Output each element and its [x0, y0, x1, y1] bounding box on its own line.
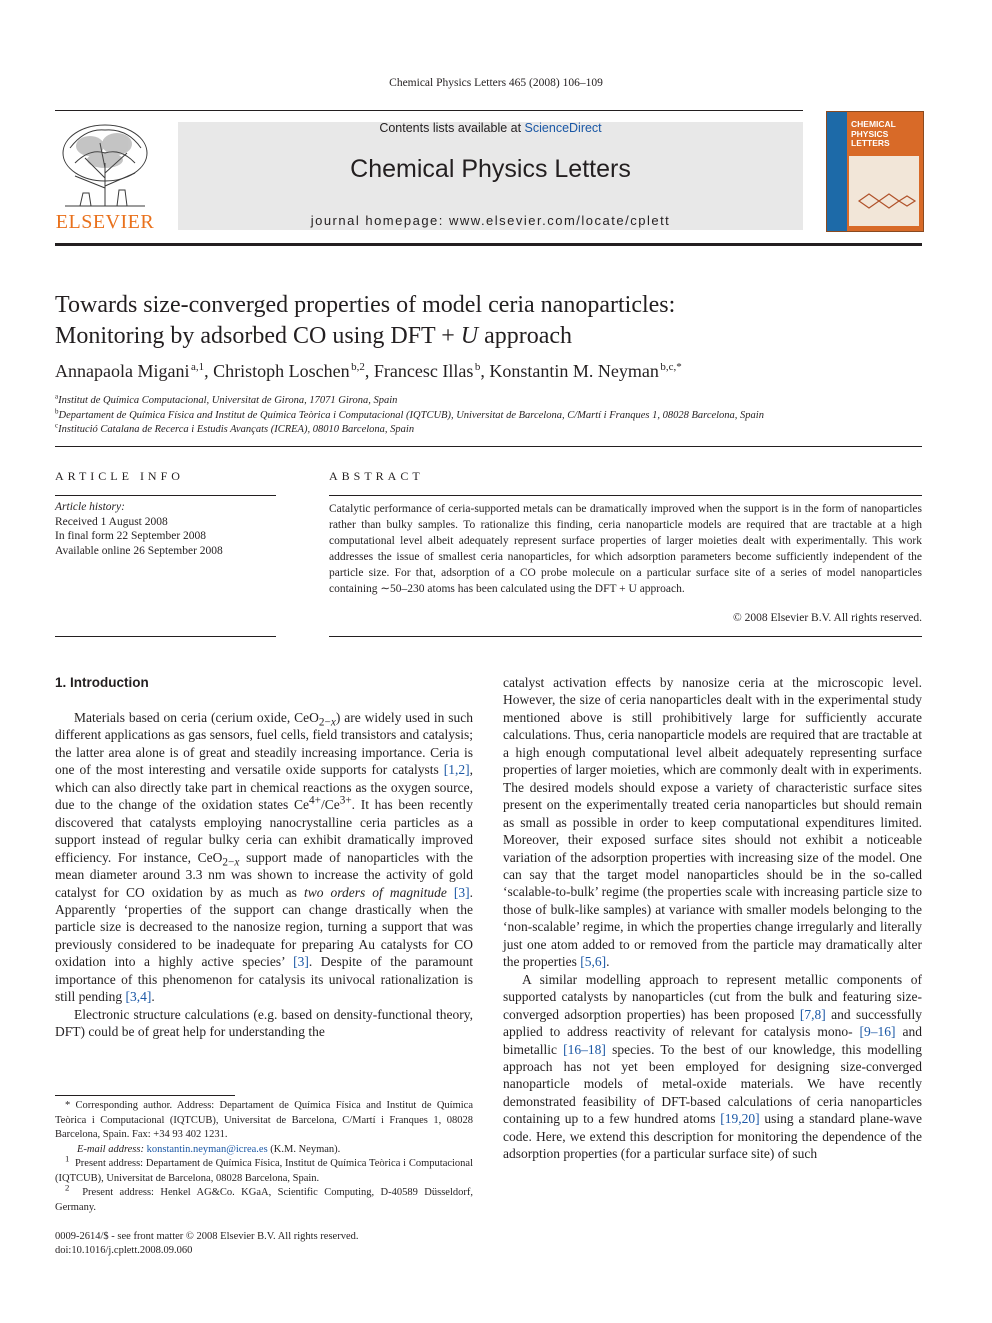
author-affil-mark[interactable]: b	[474, 361, 481, 373]
final-form-date: In final form 22 September 2008	[55, 530, 207, 542]
author-name: Konstantin M. Neyman	[489, 361, 659, 381]
body-paragraph: Electronic structure calculations (e.g. based on density-functional theory, DFT) could be of great help for understanding the	[55, 1006, 473, 1040]
body-right-column	[503, 674, 922, 1163]
citation-link[interactable]: [19,20]	[720, 1111, 760, 1127]
title-line-2: Monitoring by adsorbed CO using DFT + U approach	[55, 323, 573, 349]
front-matter-info	[55, 1230, 473, 1258]
body-left-column	[55, 709, 473, 1041]
article-title	[55, 290, 915, 352]
contents-prefix: Contents lists available at	[379, 121, 525, 135]
online-date: Available online 26 September 2008	[55, 544, 223, 557]
citation-link[interactable]: [16–18]	[563, 1041, 606, 1057]
sciencedirect-link[interactable]: ScienceDirect	[524, 121, 602, 135]
section-heading: 1. Introduction	[55, 675, 149, 690]
author-list: Annapaola Migani $^{a,1}$, Christoph Loschen $^{b,2}$, Francesc Illas $^b$, Konstantin M. Neyman $^{b,c,*}$	[55, 361, 682, 381]
journal-cover-image	[826, 111, 924, 232]
elsevier-wordmark: ELSEVIER	[55, 211, 155, 233]
article-history	[55, 500, 276, 558]
footnote-email: E-mail address: konstantin.neyman@icrea.es (K.M. Neyman).	[77, 1143, 341, 1155]
author-name: Christoph Loschen	[213, 361, 350, 381]
abstract-rule	[329, 636, 922, 637]
body-paragraph: Materials based on ceria (cerium oxide, CeO$_{2-x}$) are widely used in such different applications as gas sensors, fuel cells, field transistors and catalysis; the latter area alone is of great and steadily increasing importance. Ceria is one of the most interesting and versatile oxide supports for catalysts [1,2], which can also directly take part in chemical reactions as the oxygen source, due to the change of the oxidation states $Ce^{4+}/Ce^{3+}$. It has been recently discovered that catalysts employing nanocrystalline ceria particles as a support instead of regular bulky ceria can exhibit dramatically improved efficiency. For instance, CeO$_{2-x}$ support made of nanoparticles with the mean diameter around 3.3 nm was shown to increase the activity of gold catalyst for CO oxidation by as much as two orders of magnitude [3]. Apparently ‘properties of the support can change drastically when the particle size is decreased to the nanosize region, turning a support that was previously considered to be inadequate for preparing Au catalysts for CO oxidation into a highly active species’ [3]. Despite of the paramount importance of this phenomenon for catalysis its univocal rationalization is still pending [3,4].	[55, 710, 474, 1005]
doi-line[interactable]: doi:10.1016/j.cplett.2008.09.060	[55, 1245, 193, 1256]
article-info-rule	[55, 636, 276, 637]
journal-reference: Chemical Physics Letters 465 (2008) 106–109	[389, 77, 603, 89]
citation-link[interactable]: [3]	[453, 884, 470, 900]
footnotes	[55, 1099, 473, 1215]
section-divider	[55, 446, 922, 447]
citation-link[interactable]: [9–16]	[859, 1024, 896, 1040]
header-bottom-rule	[55, 243, 922, 246]
cover-title: CHEMICAL PHYSICS LETTERS	[851, 119, 896, 148]
author-affil-mark[interactable]: b,c,*	[660, 361, 682, 373]
abstract-heading: ABSTRACT	[329, 469, 424, 483]
footnote-2: $^2$ Present address: Henkel AG&Co. KGaA, Scientific Computing, D-40589 Düsseldorf, Germany.	[55, 1182, 474, 1213]
affiliation-item: $^b$Departament de Química Física and Institut de Química Teòrica i Computacional (IQTCUB), Universitat de Barcelona, C/Martí i Franques 1, 08028 Barcelona, Spain	[55, 407, 764, 421]
body-paragraph: catalyst activation effects by nanosize ceria at the microscopic level. However, the size of ceria nanoparticles dealt with in the experimental study mentioned above is still prohibitively large for sufficiently accurate calculations. Thus, ceria nanoparticle models are required that are tractable at a high enough computational level albeit adequately representing surface properties of larger moieties, which are commonly dealt with in experiments. The desired models should expose a variety of characteristic surface sites present on the experimentally treated ceria nanoparticles but should remain as small as possible in order to keep computational expenditures limited. Moreover, their exposed surface sites should not exhibit a noticeable variation of the adsorption properties with increasing size of the model. One can say that the target model nanoparticles should be in the so-called ‘scalable-to-bulk’ regime (the properties scale with increasing particle size to those of bulk-like samples) at variance with smaller models belonging to the ‘non-scalable’ regime, in which the properties change irregularly and literally just one atom added to or removed from the particle may dramatically alter the properties [5,6].	[503, 675, 922, 970]
cover-panel	[849, 156, 919, 226]
header-top-rule	[55, 110, 803, 111]
cover-stripe	[827, 112, 847, 231]
article-info-heading: ARTICLE INFO	[55, 469, 184, 483]
author-affil-mark[interactable]: b,2	[351, 361, 365, 373]
journal-title: Chemical Physics Letters	[350, 155, 631, 183]
citation-link[interactable]: [1,2]	[443, 762, 470, 778]
contents-line	[178, 121, 803, 135]
history-label: Article history:	[55, 501, 125, 513]
affiliation-item: $^c$Institució Catalana de Recerca i Estudis Avançats (ICREA), 08010 Barcelona, Spain	[55, 421, 415, 435]
footnote-corresponding: * Corresponding author. Address: Departament de Química Física and Institut de Química Teòrica i Computacional (IQTCUB), Universitat de Barcelona, C/Martí i Franques 1, 08028 Barcelona, Spain. Fax: +34 93 402 1231.	[55, 1100, 473, 1140]
footnote-1: $^1$ Present address: Departament de Química Física, Institut de Química Teòrica i Computacional (IQTCUB), Universitat de Barcelona, 08028 Barcelona, Spain.	[55, 1153, 474, 1184]
body-paragraph: A similar modelling approach to represent metallic components of supported catalysts by nanoparticles (cut from the bulk and featuring size-converged adsorption properties) has been proposed [7,8] and successfully applied to address reactivity of relevant for catalysis mono- [9–16] and bimetallic [16–18] species. To the best of our knowledge, this modelling approach has not yet been employed for designing size-converged nanoparticle models of metal-oxide materials. We have recently demonstrated feasibility of DFT-based calculations of ceria nanoparticles containing up to a few hundred atoms [19,20] using a standard plane-wave code. Here, we extend this description for monitoring the dependence of the adsorption properties (for a particular surface site) of such	[503, 971, 922, 1162]
author-affil-mark[interactable]: a,1	[190, 361, 205, 373]
article-info-rule	[55, 495, 276, 496]
abstract-text: Catalytic performance of ceria-supported metals can be dramatically improved when the support is in the form of nanoparticles rather than bulky samples. To rationalize this finding, ceria nanoparticle models are required that are tractable at a high computational level albeit adequately represent surface properties of larger moieties dealt with experimentally. This work addresses the issue of smallest ceria nanoparticles, for which adsorption parameters become sufficiently independent of the particle size. For that, adsorption of a CO probe molecule on a particular surface site of a series of model nanoparticles containing ∼50–230 atoms has been calculated using the DFT + U approach.	[329, 503, 922, 595]
citation-link[interactable]: [7,8]	[799, 1006, 826, 1022]
cover-molecule-icon	[849, 156, 919, 226]
citation-link[interactable]: [3,4]	[125, 989, 152, 1005]
journal-homepage[interactable]: journal homepage: www.elsevier.com/locate/cplett	[310, 213, 671, 228]
author-name: Francesc Illas	[373, 361, 474, 381]
issn-line: 0009-2614/$ - see front matter © 2008 Elsevier B.V. All rights reserved.	[55, 1231, 359, 1242]
author-name: Annapaola Migani	[55, 361, 190, 381]
footnote-rule	[55, 1095, 235, 1096]
affiliations	[55, 394, 915, 438]
title-line-1: Towards size-converged properties of model ceria nanoparticles:	[55, 292, 676, 318]
citation-link[interactable]: [3]	[293, 954, 309, 970]
email-link[interactable]: konstantin.neyman@icrea.es	[146, 1143, 268, 1155]
received-date: Received 1 August 2008	[55, 515, 168, 528]
abstract-rule	[329, 495, 922, 496]
abstract-copyright: © 2008 Elsevier B.V. All rights reserved.	[733, 612, 922, 624]
citation-link[interactable]: [5,6]	[580, 954, 607, 970]
affiliation-item: $^a$Institut de Química Computacional, Universitat de Girona, 17071 Girona, Spain	[55, 392, 398, 406]
